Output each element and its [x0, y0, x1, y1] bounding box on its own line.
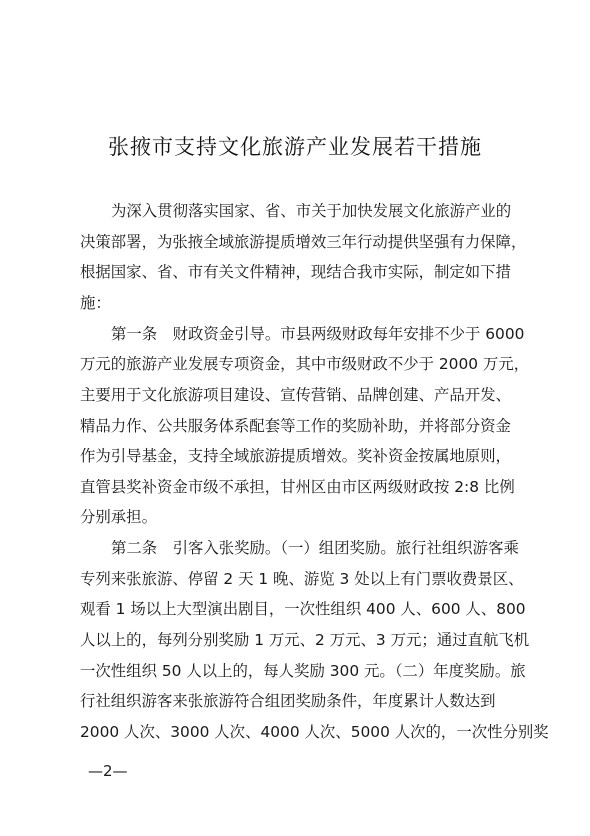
document-title: 张掖市支持文化旅游产业发展若干措施	[108, 135, 482, 159]
paragraph-line: 第一条 财政资金引导。市县两级财政每年安排不少于 6000	[111, 325, 525, 343]
paragraph-line: 人以上的，每列分别奖励 1 万元、2 万元、3 万元；通过直航飞机	[80, 631, 530, 649]
paragraph-line: 分别承担。	[80, 508, 157, 526]
paragraph-line: 作为引导基金，支持全域旅游提质增效。奖补资金按属地原则，	[80, 447, 511, 465]
paragraph-line: 2000 人次、3000 人次、4000 人次、5000 人次的，一次性分别奖	[80, 723, 549, 741]
paragraph-line: 专列来张旅游、停留 2 天 1 晚、游览 3 处以上有门票收费景区、	[80, 570, 524, 588]
paragraph-line: 直管县奖补资金市级不承担，甘州区由市区两级财政按 2:8 比例	[80, 478, 515, 496]
paragraph-line: 一次性组织 50 人以上的，每人奖励 300 元。（二）年度奖励。旅	[80, 662, 526, 680]
paragraph-line: 行社组织游客来张旅游符合组团奖励条件，年度累计人数达到	[80, 692, 496, 710]
paragraph-line: 决策部署，为张掖全域旅游提质增效三年行动提供坚强有力保障，	[80, 233, 527, 251]
paragraph-line: 施：	[80, 294, 111, 312]
paragraph-line: 精品力作、公共服务体系配套等工作的奖励补助，并将部分资金	[80, 417, 511, 435]
paragraph-line: 主要用于文化旅游项目建设、宣传营销、品牌创建、产品开发、	[80, 386, 511, 404]
paragraph-line: 第二条 引客入张奖励。（一）组团奖励。旅行社组织游客乘	[111, 539, 519, 557]
page-number: —2—	[88, 762, 128, 780]
paragraph-line: 观看 1 场以上大型演出剧目，一次性组织 400 人、600 人、800	[80, 600, 526, 618]
paragraph-line: 万元的旅游产业发展专项资金，其中市级财政不少于 2000 万元，	[80, 355, 530, 373]
paragraph-line: 根据国家、省、市有关文件精神，现结合我市实际，制定如下措	[80, 263, 511, 281]
paragraph-line: 为深入贯彻落实国家、省、市关于加快发展文化旅游产业的	[111, 202, 512, 220]
